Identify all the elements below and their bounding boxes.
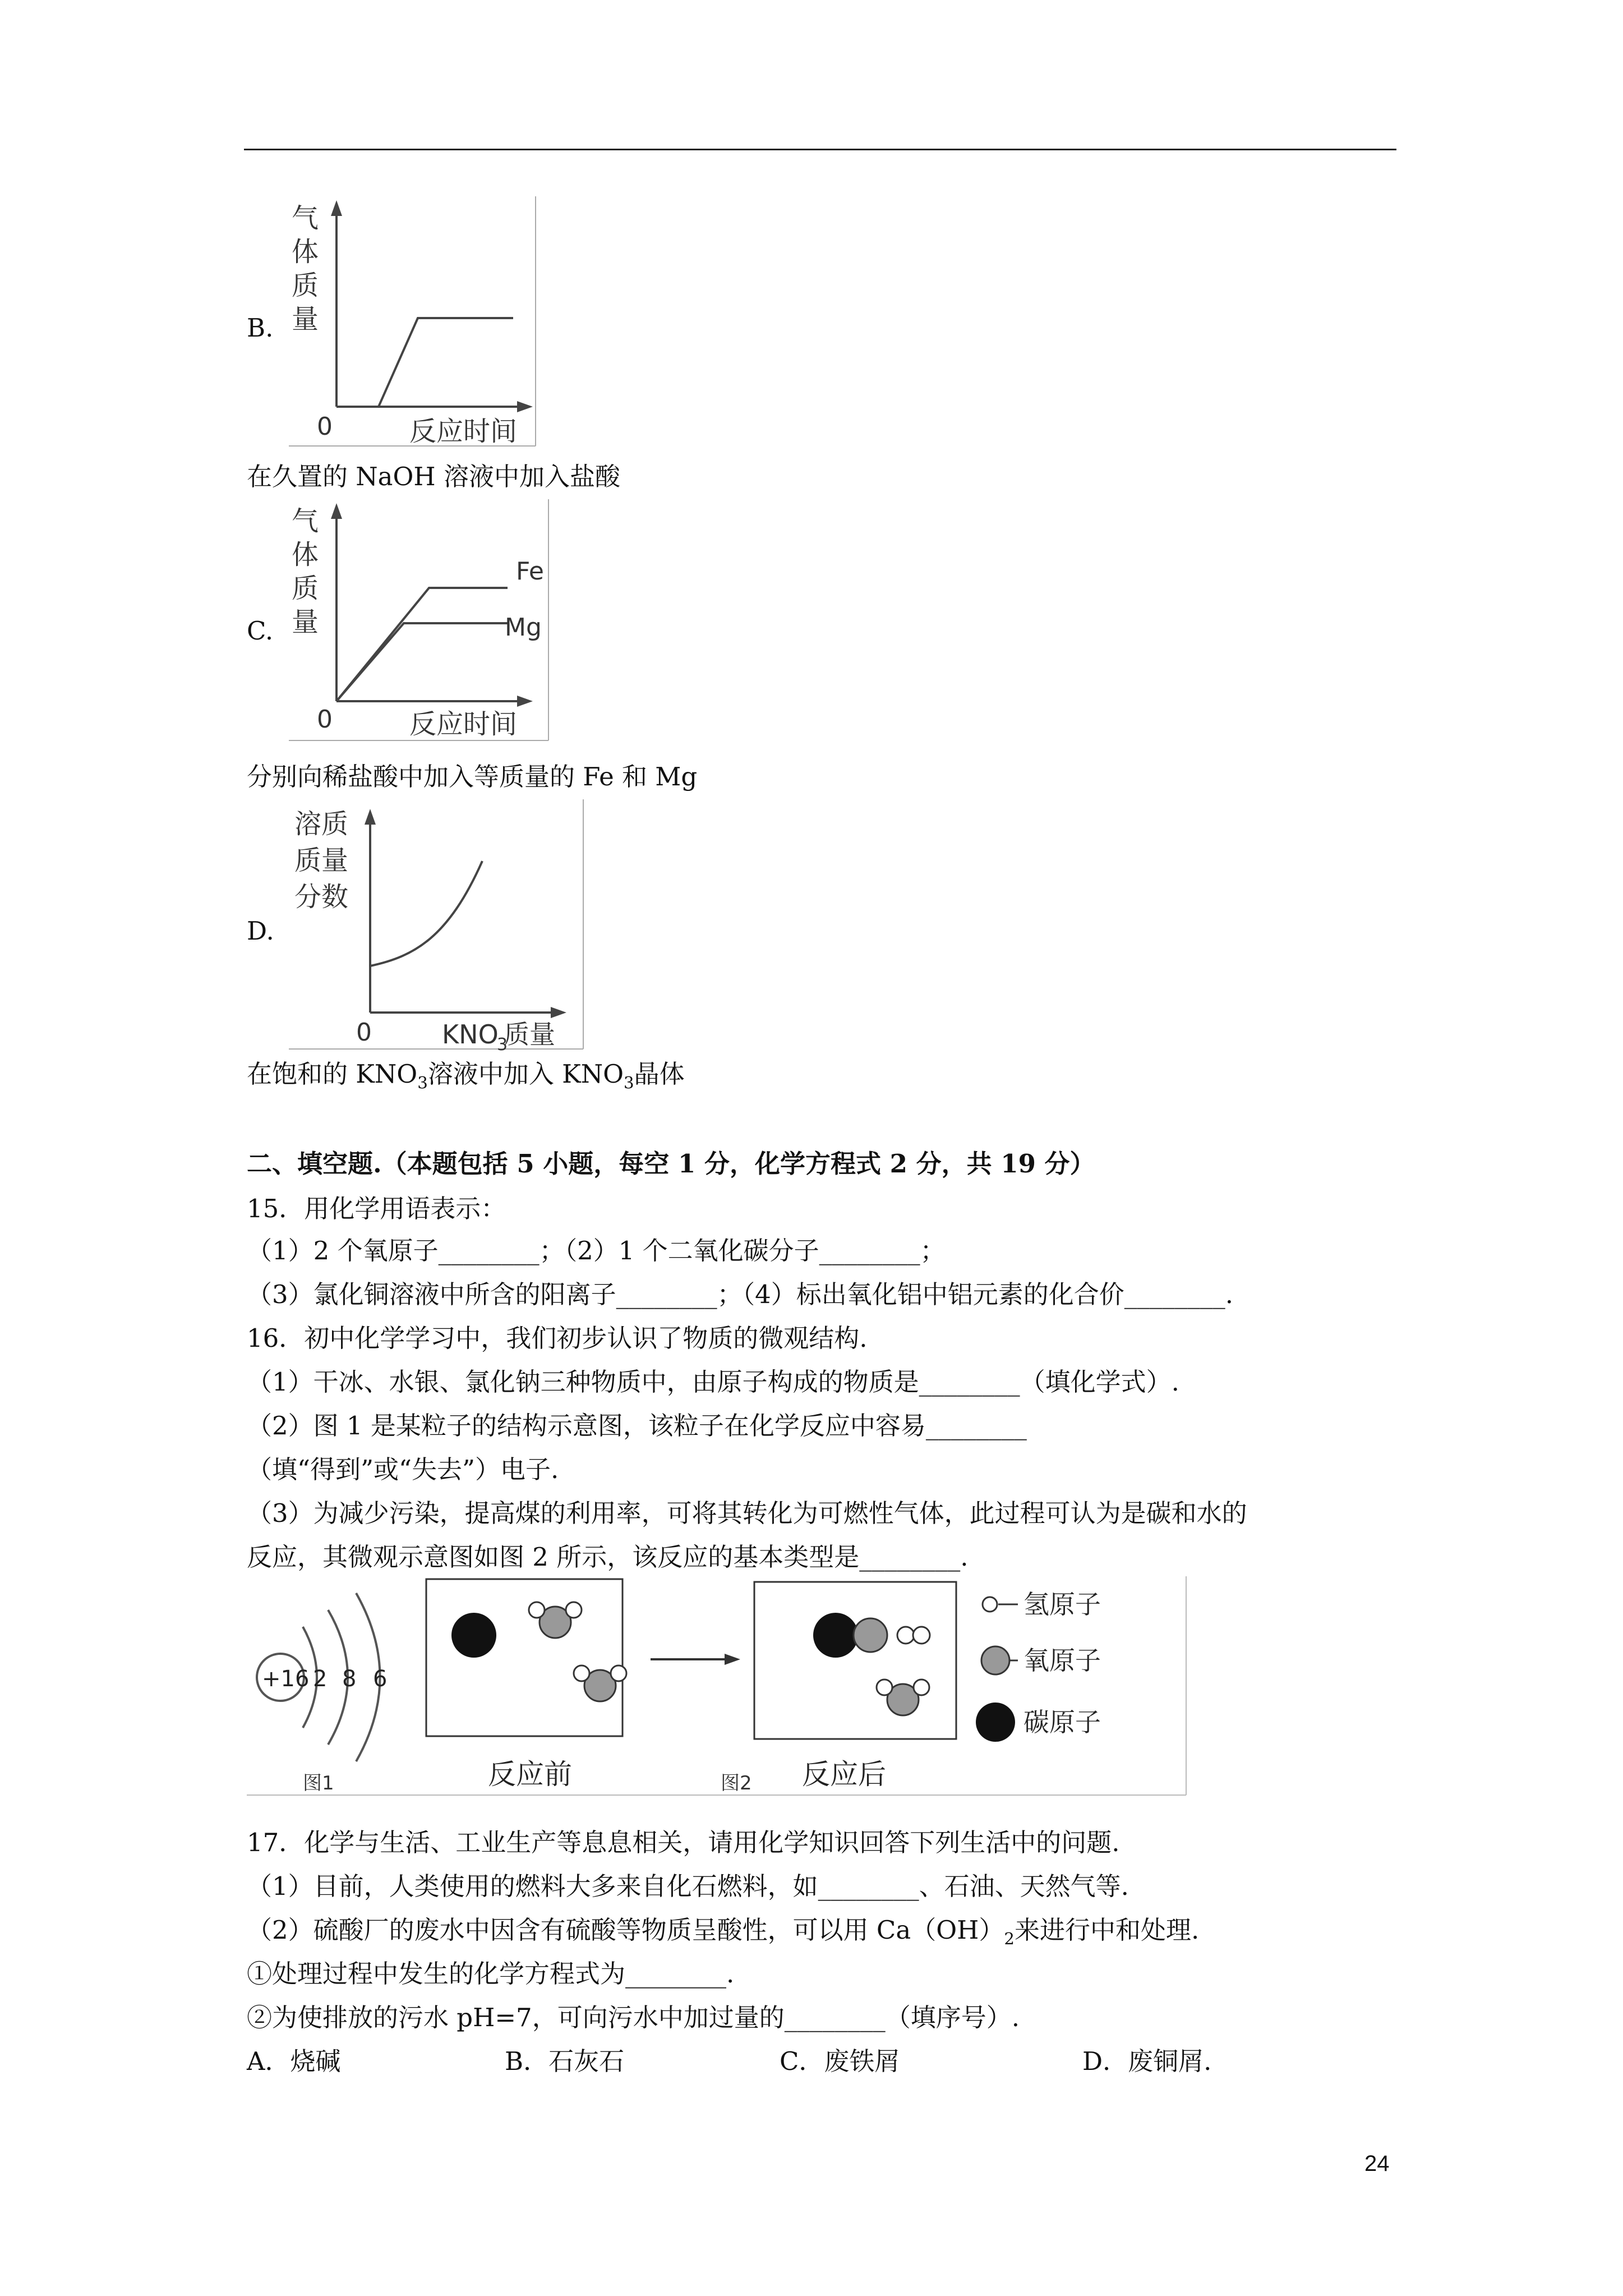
y-arrow (365, 809, 376, 825)
origin-label: 0 (317, 412, 333, 441)
oxygen-legend-label: 氧原子 (1023, 1645, 1101, 1676)
mg-line (336, 623, 508, 701)
y-label-4: 量 (292, 303, 319, 335)
q15-line2: （3）氯化铜溶液中所含的阳离子________；（4）标出氧化铝中铝元素的化合价________. (247, 1280, 1234, 1309)
carbon-legend-swatch (976, 1703, 1015, 1742)
q16-stem: 16．初中化学学习中，我们初步认识了物质的微观结构. (247, 1323, 868, 1353)
option-b-letter: B. (247, 313, 274, 343)
q16-line3: （填“得到”或“失去”）电子. (247, 1455, 559, 1484)
x-axis-label: 反应时间 (409, 708, 518, 740)
h2-atom-2 (913, 1627, 930, 1644)
water-hydrogen-a (877, 1680, 892, 1695)
x-axis-label-knO: KNO (442, 1019, 499, 1050)
q16-line1: （1）干冰、水银、氯化钠三种物质中，由原子构成的物质是________（填化学式）. (247, 1367, 1179, 1397)
option-b-caption: 在久置的 NaOH 溶液中加入盐酸 (247, 462, 620, 491)
water-hydrogen-2a (574, 1665, 589, 1681)
q17-line1: （1）目前，人类使用的燃料大多来自化石燃料，如________、石油、天然气等. (247, 1871, 1129, 1901)
q17-choice-b: B．石灰石 (505, 2046, 625, 2076)
shell-3-electrons: 6 (373, 1666, 388, 1692)
q17-choice-d: D．废铜屑. (1082, 2046, 1212, 2076)
legend (976, 1589, 1101, 1742)
y-arrow (331, 200, 342, 216)
y-label-3: 质 (292, 573, 319, 604)
q17-line2: （2）硫酸厂的废水中因含有硫酸等物质呈酸性，可以用 $Ca(OH)_2$来进行中和处理. (247, 1915, 1200, 1948)
gas-mass-line (379, 318, 513, 407)
fig2-label: 图2 (721, 1772, 752, 1795)
water-hydrogen-1b (566, 1602, 582, 1618)
x-arrow (551, 1007, 566, 1018)
before-reaction-box (426, 1579, 626, 1791)
nucleus-charge: +16 (262, 1666, 310, 1692)
y-label-1: 气 (292, 505, 319, 537)
y-label-2: 体 (292, 236, 319, 268)
y-label-3: 质 (292, 270, 319, 301)
shell-1-electrons: 2 (313, 1666, 328, 1692)
water-hydrogen-b (914, 1680, 929, 1695)
y-label-3: 分数 (294, 881, 349, 913)
x-arrow (517, 401, 533, 412)
y-label-1: 气 (292, 203, 319, 234)
y-label-1: 溶质 (294, 808, 349, 840)
reaction-arrow (651, 1654, 752, 1795)
oxygen-legend-swatch (981, 1646, 1009, 1674)
y-arrow (331, 503, 342, 519)
section-title: 二、填空题.（本题包括 5 小题，每空 1 分，化学方程式 2 分，共 19 分） (247, 1149, 1095, 1179)
before-label: 反应前 (488, 1758, 572, 1791)
option-c-letter: C. (247, 616, 274, 646)
q17-line4: ②为使排放的污水 pH=7，可向污水中加过量的________（填序号）. (247, 2003, 1020, 2032)
q15-line1: （1）2 个氧原子________；（2）1 个二氧化碳分子________； (247, 1236, 946, 1266)
x-axis-label-tail: 质量 (504, 1019, 555, 1050)
option-b-graph (286, 194, 544, 452)
q17-choice-c: C．废铁屑 (780, 2046, 900, 2076)
origin-label: 0 (356, 1018, 372, 1047)
hydrogen-legend-swatch (983, 1597, 997, 1612)
co-carbon (813, 1613, 858, 1658)
water-hydrogen-1a (529, 1602, 545, 1618)
x-axis-label-sub: 3 (497, 1035, 508, 1055)
fe-line (336, 588, 508, 701)
mass-fraction-curve (370, 861, 482, 966)
option-d-graph (286, 797, 589, 1055)
q15-stem: 15．用化学用语表示： (247, 1194, 506, 1223)
option-d-caption: 在饱和的 $KNO_3$溶液中加入 $KNO_3$晶体 (247, 1059, 685, 1092)
y-label-2: 质量 (294, 845, 349, 876)
y-label-4: 量 (292, 606, 319, 638)
structure-and-reaction-figure (247, 1576, 1189, 1798)
x-axis-label: 反应时间 (409, 416, 518, 447)
after-label: 反应后 (802, 1758, 886, 1791)
option-d-letter: D. (247, 916, 274, 946)
shell-2-electrons: 8 (342, 1666, 357, 1692)
q17-stem: 17．化学与生活、工业生产等息息相关，请用化学知识回答下列生活中的问题. (247, 1828, 1120, 1857)
origin-label: 0 (317, 705, 333, 734)
fe-label: Fe (516, 557, 544, 586)
x-arrow (517, 696, 533, 707)
fig1-label: 图1 (303, 1772, 334, 1795)
carbon-legend-label: 碳原子 (1023, 1707, 1101, 1737)
q16-line5: 反应，其微观示意图如图 2 所示，该反应的基本类型是________. (247, 1542, 969, 1572)
h2-atom-1 (897, 1627, 914, 1644)
carbon-atom (451, 1613, 496, 1658)
atom-structure-diagram (257, 1593, 387, 1795)
q17-line3: ①处理过程中发生的化学方程式为________. (247, 1959, 735, 1989)
mg-label: Mg (505, 613, 542, 642)
page-number: 24 (1364, 2151, 1390, 2176)
header-rule (244, 149, 1396, 150)
option-c-caption: 分别向稀盐酸中加入等质量的 Fe 和 Mg (247, 762, 698, 792)
q16-line4: （3）为减少污染，提高煤的利用率，可将其转化为可燃性气体，此过程可认为是碳和水的 (247, 1498, 1247, 1528)
after-reaction-box (754, 1582, 956, 1791)
q16-line2: （2）图 1 是某粒子的结构示意图，该粒子在化学反应中容易________ (247, 1411, 1027, 1441)
co-oxygen (854, 1618, 887, 1652)
option-c-graph (286, 496, 561, 746)
q17-choice-a: A．烧碱 (247, 2046, 341, 2076)
y-label-2: 体 (292, 539, 319, 570)
hydrogen-legend-label: 氢原子 (1023, 1589, 1101, 1619)
water-hydrogen-2b (611, 1665, 626, 1681)
